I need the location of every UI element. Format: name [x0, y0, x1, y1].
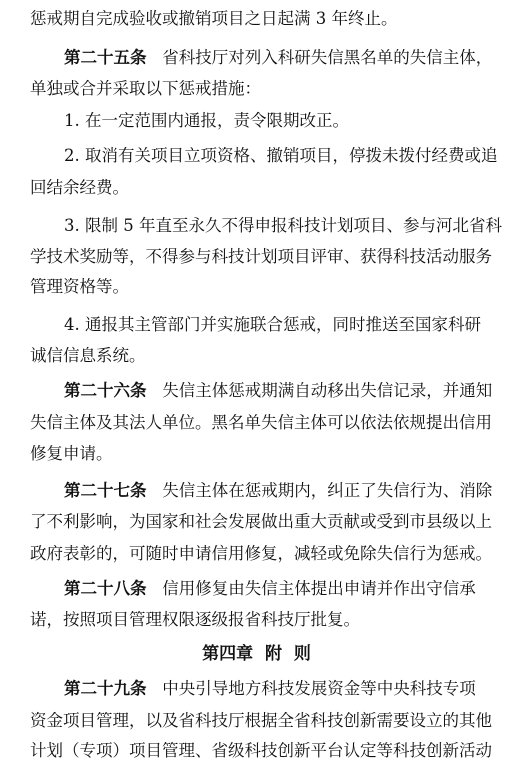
line-text: 管理资格等。 — [30, 277, 129, 296]
article-number: 第二十六条 — [64, 381, 147, 400]
article-number: 第二十七条 — [64, 481, 147, 500]
line-text: 3. 限制 5 年直至永久不得申报科技计划项目、参与河北省科 — [64, 216, 502, 235]
line-text: 资金项目管理，以及省科技厅根据全省科技创新需要设立的其他 — [30, 711, 492, 730]
article-26-heading — [64, 378, 513, 404]
measure-item-3 — [64, 213, 513, 239]
line-text: 计划（专项）项目管理、省级科技创新平台认定等科技创新活动 — [30, 741, 492, 760]
line-text: 2. 取消有关项目立项资格、撤销项目，停拨未拨付经费或追 — [64, 146, 498, 165]
measure-item-4 — [64, 312, 513, 338]
article-number: 第二十九条 — [64, 679, 147, 698]
text-line-3 — [30, 76, 513, 102]
article-25-heading — [64, 45, 513, 71]
text-line-6 — [30, 175, 513, 201]
text-line-9 — [30, 274, 513, 300]
chapter-heading — [0, 640, 513, 668]
line-text: 学技术奖励等，不得参与科技计划项目评审、获得科技活动服务 — [30, 247, 492, 266]
text-line-22 — [30, 708, 513, 734]
article-29-heading — [64, 676, 513, 702]
line-text: 诺，按照项目管理权限逐级报省科技厅批复。 — [30, 610, 360, 629]
line-text: 修复申请。 — [30, 444, 113, 463]
line-text: 诚信信息系统。 — [30, 346, 146, 365]
text-line-16 — [30, 509, 513, 535]
line-text: 失信主体在惩戒期内，纠正了失信行为、消除 — [162, 481, 493, 500]
article-number: 第二十五条 — [64, 48, 147, 67]
line-text: 4. 通报其主管部门并实施联合惩戒，同时推送至国家科研 — [64, 315, 481, 334]
text-line-1 — [30, 6, 513, 32]
line-text: 省科技厅对列入科研失信黑名单的失信主体， — [162, 48, 493, 67]
line-text: 政府表彰的，可随时申请信用修复，减轻或免除失信行为惩戒。 — [30, 544, 492, 563]
article-27-heading — [64, 478, 513, 504]
line-text: 惩戒期自完成验收或撤销项目之日起满 3 年终止。 — [30, 9, 398, 28]
line-text: 了不利影响，为国家和社会发展做出重大贡献或受到市县级以上 — [30, 512, 492, 531]
article-28-heading — [64, 576, 513, 602]
text-line-8 — [30, 244, 513, 270]
text-line-13 — [30, 410, 513, 436]
line-text: 1. 在一定范围内通报，责令限期改正。 — [64, 111, 349, 130]
text-line-23 — [30, 738, 513, 764]
chapter-title: 第四章 附 则 — [202, 644, 311, 664]
line-text: 失信主体及其法人单位。黑名单失信主体可以依法依规提出信用 — [30, 413, 492, 432]
measure-item-1 — [64, 108, 513, 134]
line-text: 回结余经费。 — [30, 178, 129, 197]
line-text: 失信主体惩戒期满自动移出失信记录，并通知 — [162, 381, 493, 400]
article-number: 第二十八条 — [64, 579, 147, 598]
text-line-17 — [30, 541, 513, 567]
line-text: 单独或合并采取以下惩戒措施： — [30, 79, 261, 98]
line-text: 中央引导地方科技发展资金等中央科技专项 — [162, 679, 476, 698]
measure-item-2 — [64, 143, 513, 169]
text-line-19 — [30, 607, 513, 633]
text-line-14 — [30, 441, 513, 467]
text-line-11 — [30, 343, 513, 369]
line-text: 信用修复由失信主体提出申请并作出守信承 — [162, 579, 476, 598]
